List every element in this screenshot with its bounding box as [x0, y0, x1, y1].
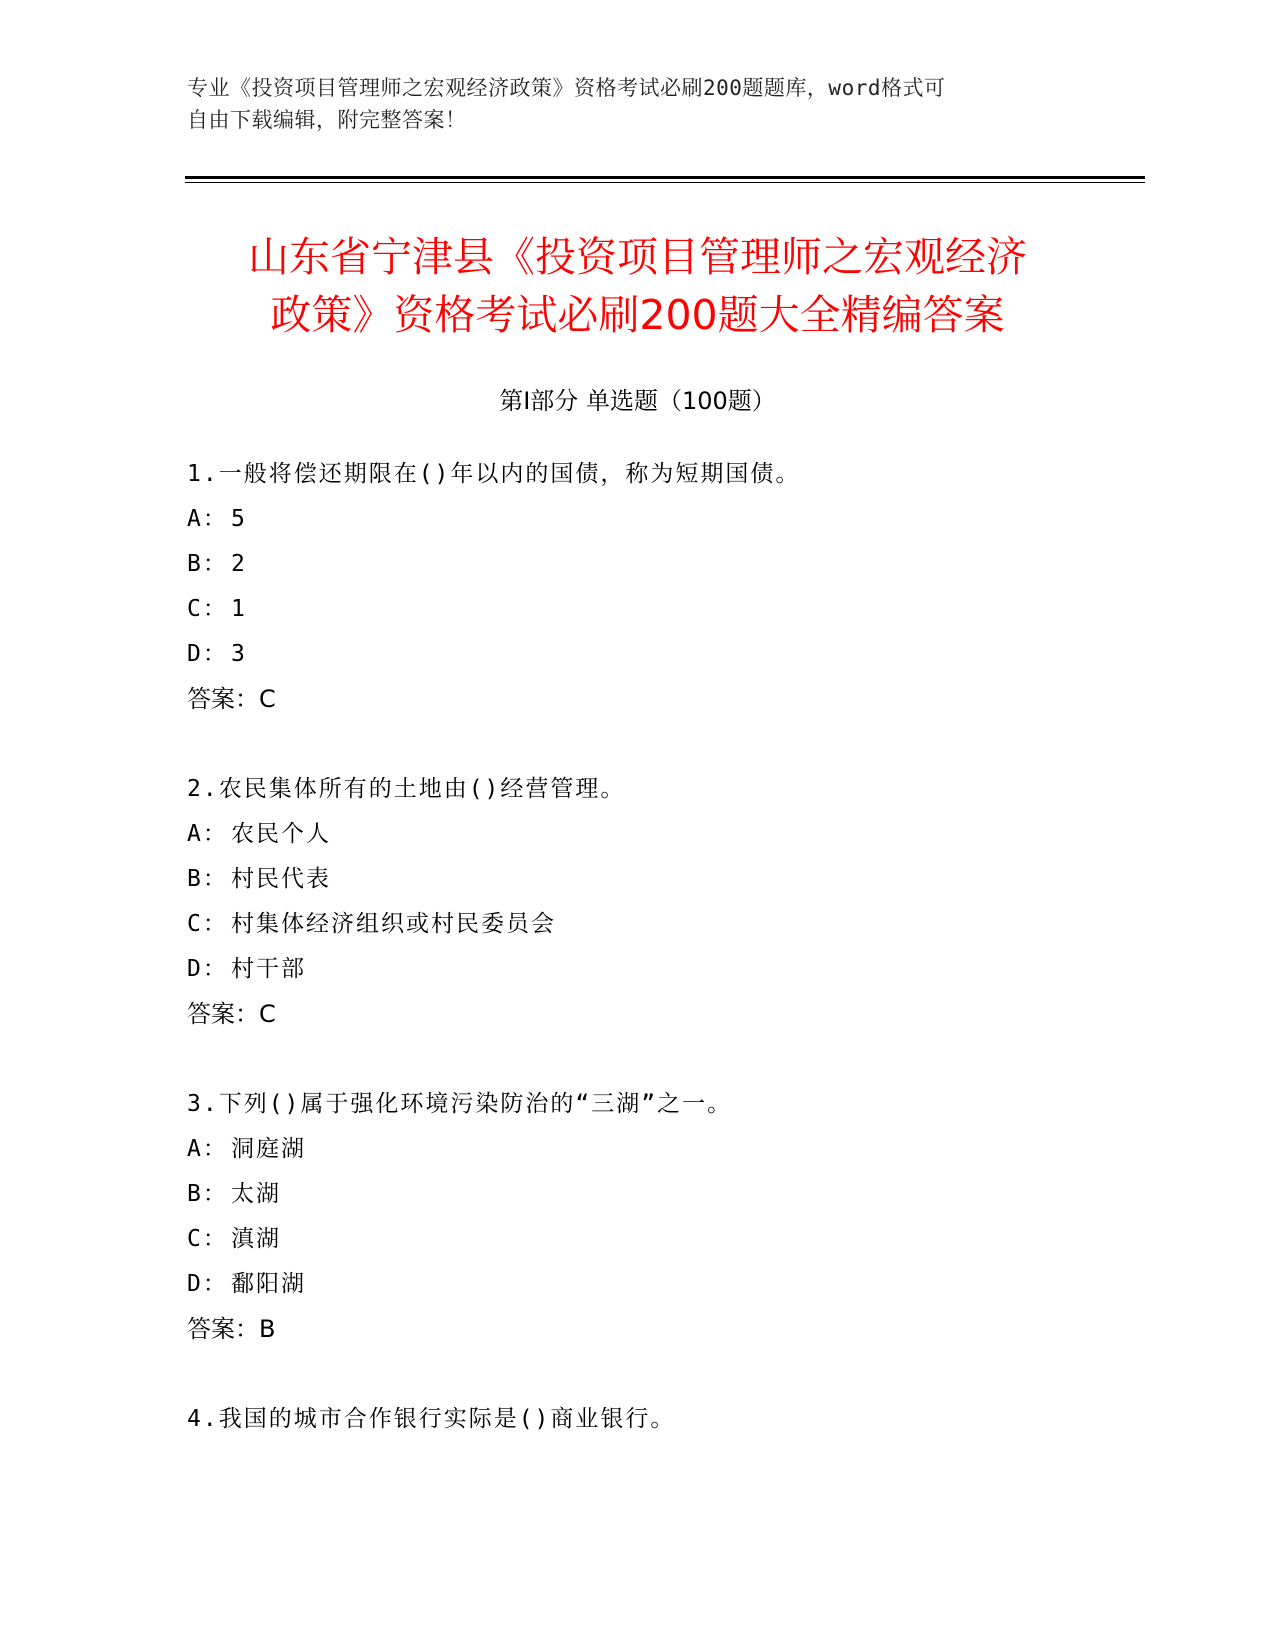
document-title-line-1: 山东省宁津县《投资项目管理师之宏观经济 — [248, 233, 1027, 281]
option-text: 太湖 — [231, 1181, 281, 1207]
question-stem: 1.一般将偿还期限在()年以内的国债，称为短期国债。 — [187, 461, 801, 487]
option-text: 村干部 — [231, 956, 306, 982]
option-text: 1 — [231, 596, 247, 622]
option-b — [187, 1172, 1137, 1217]
question-4 — [187, 1397, 1137, 1442]
option-a — [187, 812, 1137, 857]
header-note-line-1: 专业《投资项目管理师之宏观经济政策》资格考试必刷200题题库，word格式可 — [187, 76, 946, 100]
option-d — [187, 632, 1137, 677]
option-c — [187, 1217, 1137, 1262]
option-text: 村集体经济组织或村民委员会 — [231, 911, 556, 937]
option-letter: C： — [187, 596, 228, 622]
header-note-line-2: 自由下载编辑，附完整答案！ — [187, 108, 467, 132]
document-title — [150, 228, 1125, 344]
section-title: 第Ⅰ部分 单选题（100题） — [499, 387, 776, 415]
header-rule-thin — [185, 182, 1145, 183]
answer: 答案：C — [187, 685, 276, 713]
question-stem: 2.农民集体所有的土地由()经营管理。 — [187, 776, 626, 802]
option-letter: A： — [187, 821, 228, 847]
option-letter: B： — [187, 551, 228, 577]
question-stem: 4.我国的城市合作银行实际是()商业银行。 — [187, 1406, 676, 1432]
option-text: 3 — [231, 641, 247, 667]
option-text: 5 — [231, 506, 247, 532]
option-b — [187, 542, 1137, 587]
option-letter: C： — [187, 1226, 228, 1252]
option-text: 2 — [231, 551, 247, 577]
answer: 答案：B — [187, 1315, 276, 1343]
question-1 — [187, 452, 1137, 722]
option-text: 滇湖 — [231, 1226, 281, 1252]
header-note — [187, 72, 1087, 136]
option-letter: B： — [187, 1181, 228, 1207]
option-a — [187, 1127, 1137, 1172]
answer: 答案：C — [187, 1000, 276, 1028]
option-text: 农民个人 — [231, 821, 331, 847]
option-letter: D： — [187, 1271, 228, 1297]
header-rule-thick — [185, 176, 1145, 179]
question-3 — [187, 1082, 1137, 1352]
option-letter: B： — [187, 866, 228, 892]
option-letter: A： — [187, 1136, 228, 1162]
option-d — [187, 1262, 1137, 1307]
option-c — [187, 902, 1137, 947]
document-title-line-2: 政策》资格考试必刷200题大全精编答案 — [270, 291, 1005, 339]
option-letter: C： — [187, 911, 228, 937]
option-letter: D： — [187, 641, 228, 667]
option-text: 村民代表 — [231, 866, 331, 892]
option-text: 鄱阳湖 — [231, 1271, 306, 1297]
option-text: 洞庭湖 — [231, 1136, 306, 1162]
option-b — [187, 857, 1137, 902]
option-d — [187, 947, 1137, 992]
question-2 — [187, 767, 1137, 1037]
question-stem: 3.下列()属于强化环境污染防治的“三湖”之一。 — [187, 1091, 733, 1117]
option-letter: A： — [187, 506, 228, 532]
option-letter: D： — [187, 956, 228, 982]
option-c — [187, 587, 1137, 632]
option-a — [187, 497, 1137, 542]
